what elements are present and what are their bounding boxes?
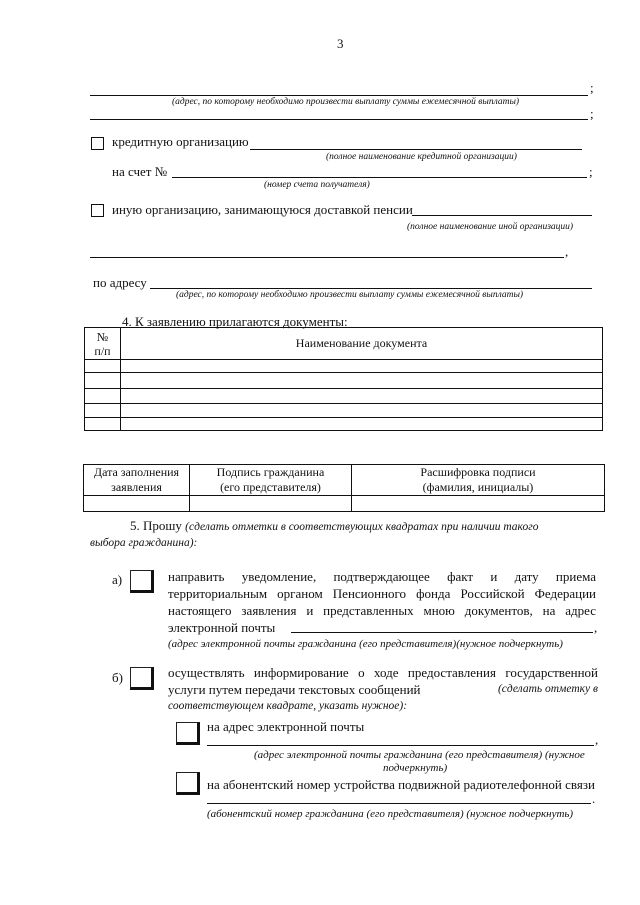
documents-table: [84, 327, 603, 431]
address-label: по адресу: [93, 275, 147, 290]
table-cell[interactable]: [121, 389, 603, 404]
dot-1: .: [592, 791, 596, 806]
option-a-line4: электронной почты: [168, 620, 276, 635]
credit-org-label: кредитную организацию: [112, 134, 249, 149]
semicolon-1: ;: [590, 80, 594, 95]
option-a-line1: направить уведомление, подтверждающее факт и дату приема: [168, 569, 596, 584]
semicolon-3: ;: [589, 164, 593, 179]
option-b-line2-note: (сделать отметку в: [497, 683, 598, 695]
table-row[interactable]: [85, 373, 121, 389]
date-field[interactable]: [84, 496, 190, 512]
table-row[interactable]: [85, 360, 121, 373]
section5-prosyu: 5. Прошу: [130, 518, 182, 533]
account-label: на счет №: [112, 164, 168, 179]
date-header-line2: заявления: [111, 480, 162, 494]
other-org-caption: (полное наименование иной организации): [407, 222, 574, 232]
table-row[interactable]: [85, 389, 121, 404]
option-b-phone-caption: (абонентский номер гражданина (его представителя) (нужное подчеркнуть): [207, 808, 574, 820]
section5-note-2: выбора гражданина):: [90, 537, 198, 549]
decoding-field[interactable]: [352, 496, 605, 512]
table-cell[interactable]: [121, 360, 603, 373]
col-number-line1: №: [96, 329, 109, 344]
option-b-phone-label: на абонентский номер устройства подвижной радиотелефонной связи: [207, 777, 595, 792]
option-a-text: [168, 568, 596, 636]
date-header-line1: Дата заполнения: [93, 465, 180, 479]
credit-org-caption: (полное наименование кредитной организации): [326, 152, 517, 162]
col-name-header: [121, 328, 603, 360]
section5-note: (сделать отметки в соответствующих квадратах при наличии такого: [185, 521, 539, 533]
other-org-checkbox[interactable]: [91, 204, 104, 217]
option-a-label: а): [112, 572, 123, 587]
table-row[interactable]: [85, 404, 121, 418]
signature-header: [190, 465, 352, 496]
decoding-header-line2: (фамилия, инициалы): [422, 480, 534, 494]
other-org-name-line-2[interactable]: [90, 257, 564, 258]
col-number-line2: п/п: [94, 343, 111, 358]
semicolon-2: ;: [590, 106, 594, 121]
credit-org-name-line[interactable]: [250, 149, 582, 150]
account-number-line[interactable]: [172, 177, 587, 178]
col-number-header: [85, 328, 121, 360]
option-b-checkbox[interactable]: [130, 667, 154, 690]
signature-header-line1: Подпись гражданина: [216, 465, 325, 479]
option-a-line2: территориальным органом Пенсионного фонда Российской Федерации: [168, 586, 596, 601]
option-b-line3: соответствующем квадрате, указать нужное):: [168, 700, 408, 712]
option-b-line2: [168, 681, 598, 698]
option-a-email-line[interactable]: [291, 632, 593, 633]
decoding-header: [352, 465, 605, 496]
option-b-email-line[interactable]: [207, 745, 594, 746]
documents-heading: 4. К заявлению прилагаются документы:: [122, 314, 348, 329]
address-line-1[interactable]: [90, 95, 588, 96]
option-b-email-checkbox[interactable]: [176, 722, 200, 745]
table-cell[interactable]: [121, 418, 603, 431]
option-a-checkbox[interactable]: [130, 570, 154, 593]
other-org-label: иную организацию, занимающуюся доставкой пенсии: [112, 202, 413, 217]
col-name-label: Наименование документа: [295, 336, 428, 350]
table-cell[interactable]: [121, 373, 603, 389]
table-cell[interactable]: [121, 404, 603, 418]
option-b-email-caption-1: (адрес электронной почты гражданина (его представителя) (нужное: [254, 749, 585, 761]
option-a-caption: (адрес электронной почты гражданина (его представителя)(нужное подчеркнуть): [168, 638, 563, 650]
address-line-3[interactable]: [150, 288, 592, 289]
address-line-2[interactable]: [90, 119, 588, 120]
comma-1: ,: [565, 244, 569, 259]
signature-table: [83, 464, 605, 512]
comma-3: ,: [595, 732, 599, 747]
option-b-phone-checkbox[interactable]: [176, 772, 200, 795]
signature-header-line2: (его представителя): [220, 480, 321, 494]
credit-org-checkbox[interactable]: [91, 137, 104, 150]
signature-field[interactable]: [190, 496, 352, 512]
payment-address-caption: (адрес, по которому необходимо произвести выплату суммы ежемесячной выплаты): [172, 97, 520, 107]
comma-2: ,: [594, 620, 598, 635]
date-header: [84, 465, 190, 496]
option-b-text: [168, 664, 598, 715]
option-a-line3: настоящего заявления и представленных мною документов, на адрес: [168, 603, 596, 618]
decoding-header-line1: Расшифровка подписи: [420, 465, 536, 479]
option-b-line2-start: услуги путем передачи текстовых сообщений: [168, 682, 421, 697]
payment-address-caption-2: (адрес, по которому необходимо произвести выплату суммы ежемесячной выплаты): [176, 290, 524, 300]
option-b-label: б): [112, 670, 123, 685]
option-b-line1: осуществлять информирование о ходе предоставления государственной: [168, 665, 598, 680]
option-b-email-label: на адрес электронной почты: [207, 719, 365, 734]
other-org-name-line[interactable]: [412, 215, 592, 216]
option-b-email-caption-2: подчеркнуть): [383, 762, 448, 774]
section5-intro: [130, 518, 538, 534]
account-caption: (номер счета получателя): [264, 180, 370, 190]
table-row[interactable]: [85, 418, 121, 431]
page-number: 3: [337, 36, 344, 51]
option-b-phone-line[interactable]: [207, 803, 591, 804]
